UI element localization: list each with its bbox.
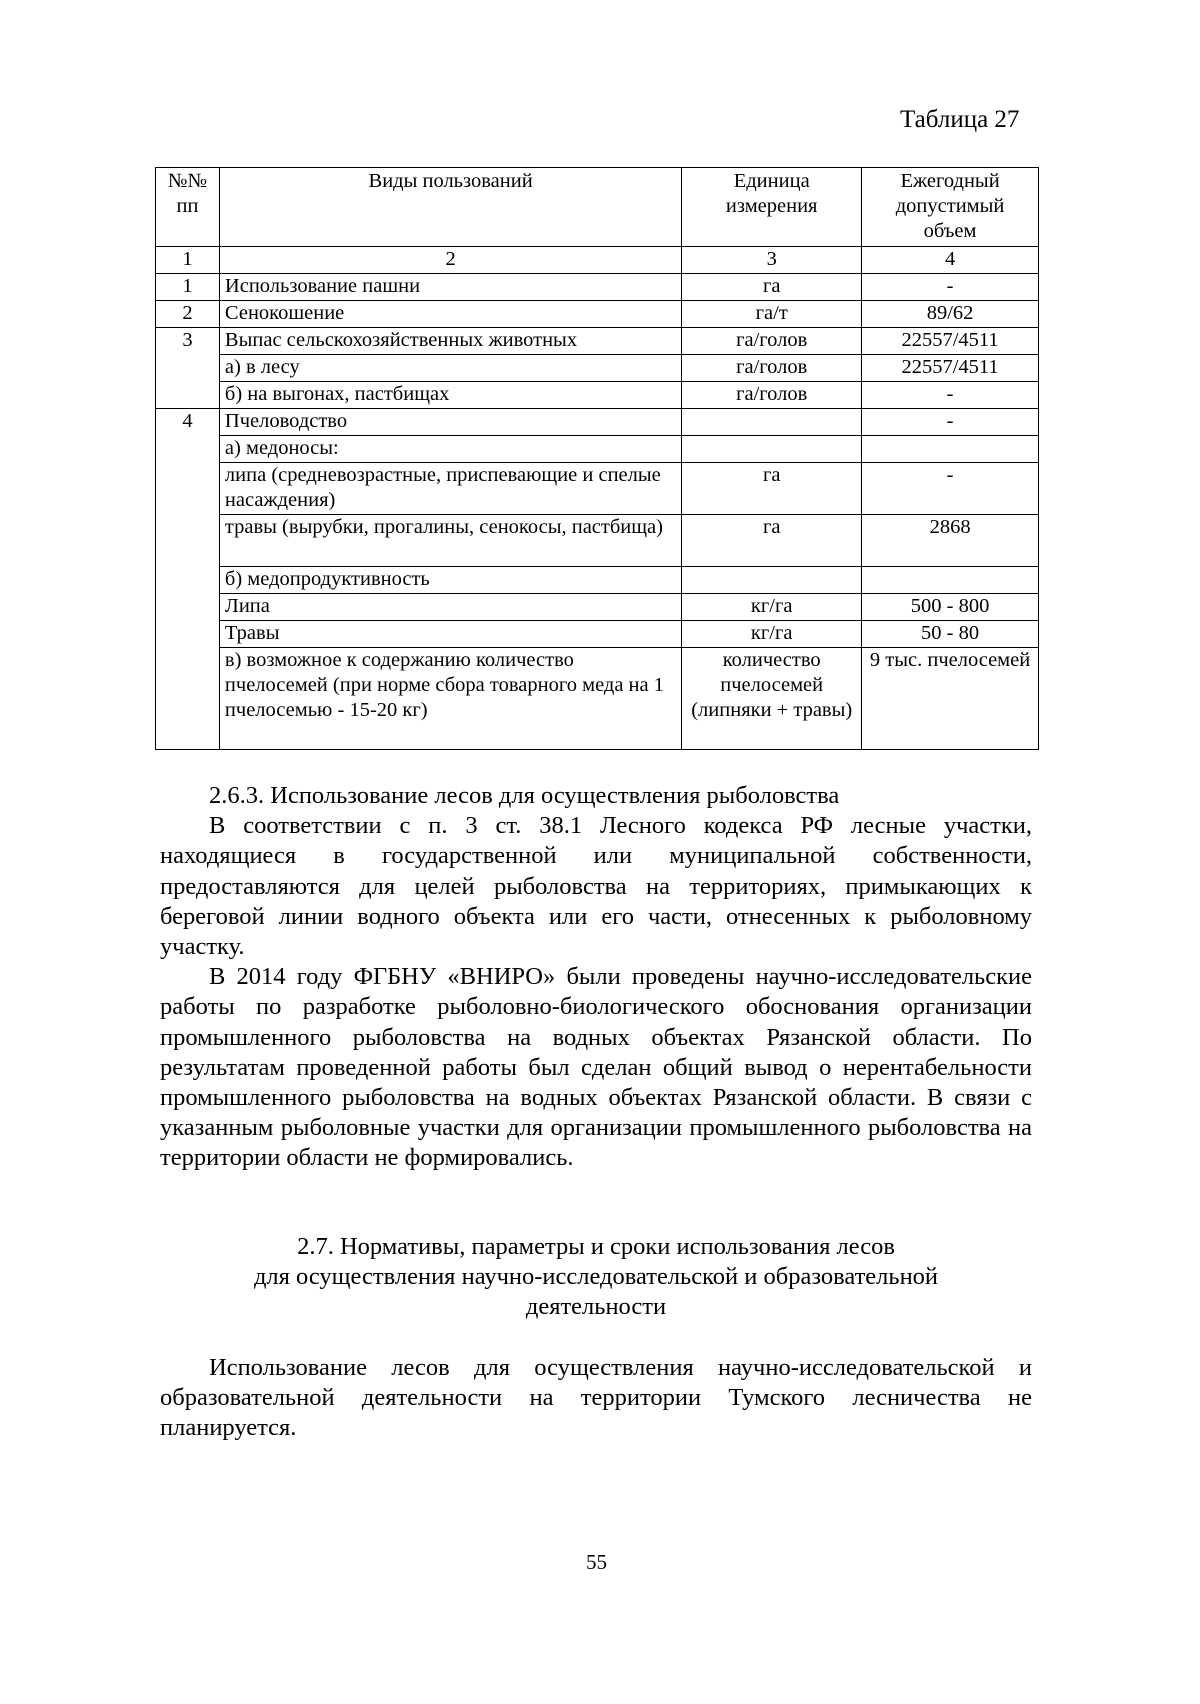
row-value xyxy=(862,436,1039,463)
section-heading: 2.6.3. Использование лесов для осуществления рыболовства xyxy=(209,782,840,809)
row-name: Сенокошение xyxy=(219,301,681,328)
row-name: а) медоносы: xyxy=(219,436,681,463)
paragraph: Использование лесов для осуществления научно-исследовательской и образовательной деятельности на территории Тумского лесничества не планируется. xyxy=(160,1353,1032,1442)
row-unit: га xyxy=(682,274,862,301)
col-number: 1 xyxy=(156,247,220,274)
row-unit: га/голов xyxy=(682,355,862,382)
row-unit: га xyxy=(682,515,862,567)
table-row xyxy=(156,274,1039,301)
header-unit: Единица измерения xyxy=(682,168,862,247)
row-name: липа (средневозрастные, приспевающие и спелые насаждения) xyxy=(219,463,681,515)
row-unit xyxy=(682,436,862,463)
col-number: 2 xyxy=(219,247,681,274)
table-row xyxy=(156,594,1039,621)
column-number-row xyxy=(156,247,1039,274)
row-name: Использование пашни xyxy=(219,274,681,301)
row-value: 500 - 800 xyxy=(862,594,1039,621)
row-name: травы (вырубки, прогалины, сенокосы, пастбища) xyxy=(219,515,681,567)
row-unit xyxy=(682,409,862,436)
row-value: - xyxy=(862,274,1039,301)
table-row xyxy=(156,515,1039,567)
row-num: 2 xyxy=(156,301,220,328)
table-row xyxy=(156,648,1039,750)
row-name: б) медопродуктивность xyxy=(219,567,681,594)
table-row xyxy=(156,382,1039,409)
section-heading-line: деятельности xyxy=(525,1293,667,1321)
row-value: 89/62 xyxy=(862,301,1039,328)
table-row xyxy=(156,436,1039,463)
row-num: 1 xyxy=(156,274,220,301)
row-unit: га/голов xyxy=(682,382,862,409)
table-row xyxy=(156,355,1039,382)
row-value: 2868 xyxy=(862,515,1039,567)
row-unit: га xyxy=(682,463,862,515)
table-row xyxy=(156,567,1039,594)
row-value: 22557/4511 xyxy=(862,328,1039,355)
header-annual-volume: Ежегодный допустимый объем xyxy=(862,168,1039,247)
row-unit: га/т xyxy=(682,301,862,328)
row-name: Липа xyxy=(219,594,681,621)
row-num: 3 xyxy=(156,328,220,409)
table-row xyxy=(156,621,1039,648)
paragraph: В 2014 году ФГБНУ «ВНИРО» были проведены научно-исследовательские работы по разработке рыболовно-биологического обоснования организации промышленного рыболовства на водных объектах Рязанской области. По результатам проведенной работы был сделан общий вывод о нерентабельности промышленного рыболовства на водных объектах Рязанской области. В связи с указанным рыболовные участки для организации промышленного рыболовства на территории области не формировались. xyxy=(160,963,1032,1172)
row-name: Травы xyxy=(219,621,681,648)
row-value: - xyxy=(862,463,1039,515)
col-number: 4 xyxy=(862,247,1039,274)
table-caption: Таблица 27 xyxy=(900,106,1020,133)
section-2-7 xyxy=(160,1232,1032,1443)
paragraph: В соответствии с п. 3 ст. 38.1 Лесного кодекса РФ лесные участки, находящиеся в государственной или муниципальной собственности, предоставляются для целей рыболовства на территориях, примыкающих к береговой линии водного объекта или его части, отнесенных к рыболовному участку. xyxy=(160,812,1032,961)
row-num: 4 xyxy=(156,409,220,750)
row-value: 22557/4511 xyxy=(862,355,1039,382)
table-row xyxy=(156,463,1039,515)
table-row xyxy=(156,409,1039,436)
row-value: 50 - 80 xyxy=(862,621,1039,648)
row-name: Пчеловодство xyxy=(219,409,681,436)
section-2-6-3 xyxy=(160,781,1032,1174)
page-number: 55 xyxy=(586,1550,607,1574)
row-unit: кг/га xyxy=(682,621,862,648)
row-value: 9 тыс. пчелосемей xyxy=(862,648,1039,750)
header-use-type: Виды пользований xyxy=(219,168,681,247)
row-value xyxy=(862,567,1039,594)
table-row xyxy=(156,328,1039,355)
table-header-row xyxy=(156,168,1039,247)
row-value: - xyxy=(862,382,1039,409)
row-name: в) возможное к содержанию количество пчелосемей (при норме сбора товарного меда на 1 пчелосемью - 15-20 кг) xyxy=(219,648,681,750)
row-unit xyxy=(682,567,862,594)
row-name: б) на выгонах, пастбищах xyxy=(219,382,681,409)
col-number: 3 xyxy=(682,247,862,274)
section-heading-line: для осуществления научно-исследовательской и образовательной xyxy=(253,1263,939,1291)
row-value: - xyxy=(862,409,1039,436)
row-unit: количество пчелосемей (липняки + травы) xyxy=(682,648,862,750)
forest-use-table xyxy=(155,167,1039,750)
table-row xyxy=(156,301,1039,328)
row-name: Выпас сельскохозяйственных животных xyxy=(219,328,681,355)
row-name: а) в лесу xyxy=(219,355,681,382)
section-heading-line: 2.7. Нормативы, параметры и сроки использования лесов xyxy=(297,1233,895,1260)
row-unit: га/голов xyxy=(682,328,862,355)
row-unit: кг/га xyxy=(682,594,862,621)
header-num: №№ пп xyxy=(156,168,220,247)
